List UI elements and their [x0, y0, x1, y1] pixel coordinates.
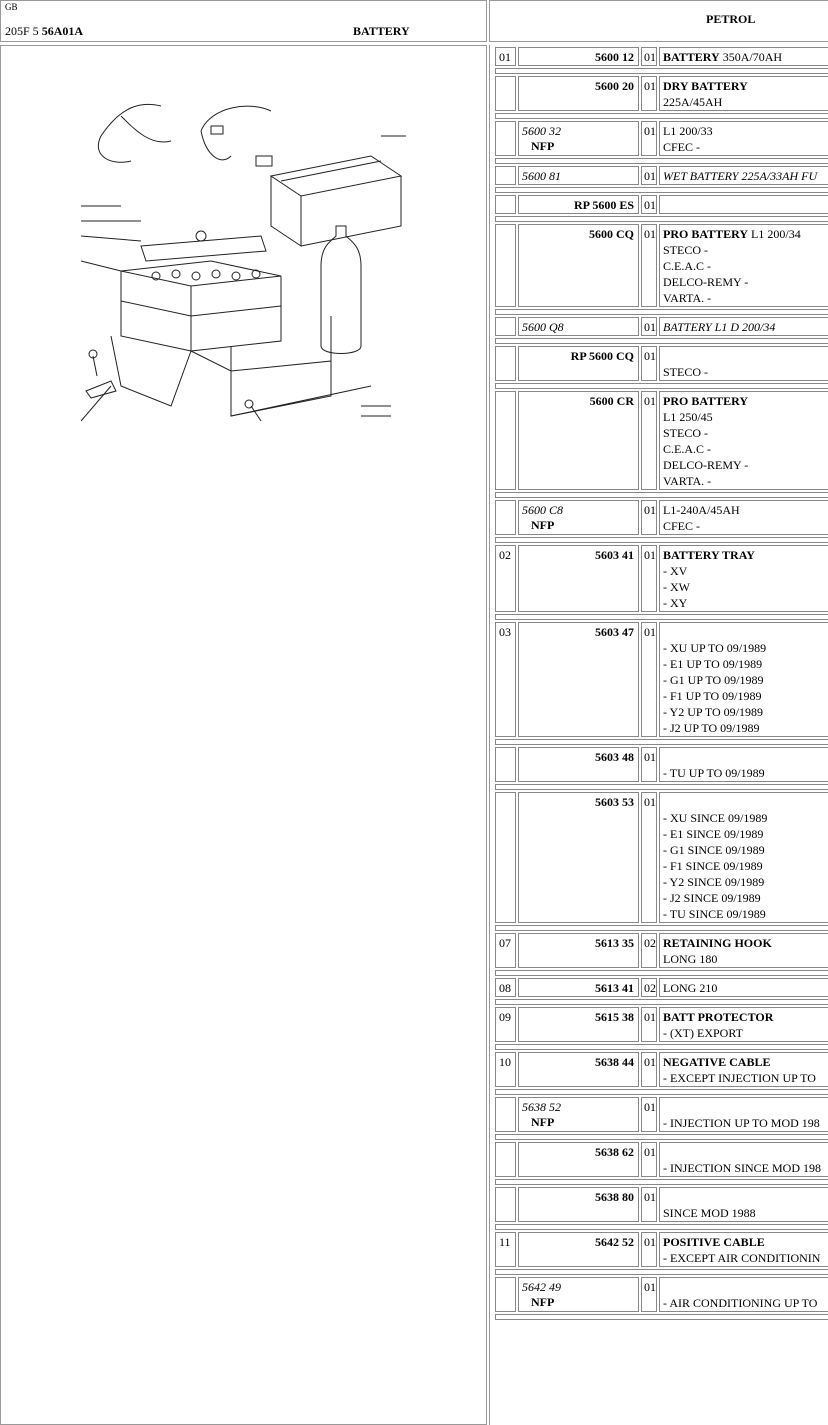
quantity: 01 [644, 1190, 656, 1204]
part-row [495, 1187, 828, 1230]
description-line: - TU UP TO 09/1989 [663, 766, 765, 780]
ref-cell [495, 1187, 516, 1222]
ref-number: 03 [499, 625, 511, 639]
header-left [0, 0, 487, 42]
description-line: WET BATTERY 225A/33AH FU [663, 169, 818, 183]
ref-cell [495, 224, 516, 307]
row-separator [495, 1314, 828, 1320]
description-line: - G1 UP TO 09/1989 [663, 673, 764, 687]
description-line [663, 78, 748, 94]
ref-cell [495, 166, 516, 185]
quantity: 01 [644, 79, 656, 93]
quantity-cell [641, 1052, 657, 1087]
description-cell [659, 792, 828, 923]
part-number: RP 5600 CQ [570, 349, 634, 363]
description-line: - INJECTION SINCE MOD 198 [663, 1161, 821, 1175]
description-line: VARTA. - [663, 474, 712, 488]
part-number-cell [518, 978, 639, 997]
part-number: 5600 CR [589, 394, 634, 408]
nfp-label: NFP [531, 1295, 555, 1309]
part-number-cell [518, 545, 639, 612]
ref-cell [495, 1007, 516, 1042]
ref-cell [495, 1097, 516, 1132]
ref-cell [495, 76, 516, 111]
quantity-cell [641, 317, 657, 336]
quantity: 01 [644, 1010, 656, 1024]
part-row [495, 1232, 828, 1275]
part-number: 5638 80 [595, 1190, 634, 1204]
parts-list [489, 45, 828, 1425]
row-separator [495, 383, 828, 389]
section-title: BATTERY [353, 24, 410, 38]
part-number: 5603 47 [595, 625, 634, 639]
part-row [495, 500, 828, 543]
quantity: 01 [644, 1280, 656, 1294]
part-row [495, 792, 828, 931]
quantity: 01 [644, 198, 656, 212]
ref-number: 02 [499, 548, 511, 562]
part-row [495, 622, 828, 745]
part-number-cell [518, 166, 639, 185]
description-line: - Y2 UP TO 09/1989 [663, 705, 764, 719]
row-separator [495, 1269, 828, 1275]
alt-part-number: 5600 81 [522, 169, 561, 183]
description-line: - E1 SINCE 09/1989 [663, 827, 764, 841]
quantity-cell [641, 1232, 657, 1267]
ref-cell [495, 47, 516, 66]
part-number-cell [518, 1007, 639, 1042]
row-separator [495, 1134, 828, 1140]
alt-part-number: 5600 C8 [522, 503, 564, 517]
description-cell [659, 1052, 828, 1087]
part-number: 5600 20 [595, 79, 634, 93]
quantity: 01 [644, 503, 656, 517]
quantity-cell [641, 391, 657, 490]
part-number-cell [518, 1142, 639, 1177]
quantity: 01 [644, 548, 656, 562]
part-number-cell [518, 792, 639, 923]
row-separator [495, 492, 828, 498]
description-line: LONG 180 [663, 952, 718, 966]
quantity: 01 [644, 625, 656, 639]
part-number-cell [518, 1277, 639, 1312]
row-separator [495, 537, 828, 543]
description-line: - EXCEPT AIR CONDITIONIN [663, 1251, 821, 1265]
description-line: LONG 210 [663, 981, 718, 995]
part-name: PRO BATTERY [663, 394, 749, 408]
quantity: 01 [644, 169, 656, 183]
ref-cell [495, 1277, 516, 1312]
part-number-cell [518, 121, 639, 156]
row-separator [495, 338, 828, 344]
row-separator [495, 1044, 828, 1050]
description-cell [659, 47, 828, 66]
quantity: 01 [644, 349, 656, 363]
description-line [663, 1054, 770, 1070]
description-line [663, 935, 772, 951]
part-number: RP 5600 ES [573, 198, 634, 212]
part-row [495, 195, 828, 222]
description-line: SINCE MOD 1988 [663, 1206, 756, 1220]
description-line: CFEC - [663, 140, 701, 154]
ref-cell [495, 195, 516, 214]
part-name: DRY BATTERY [663, 79, 748, 93]
description-line: - INJECTION UP TO MOD 198 [663, 1116, 820, 1130]
quantity-cell [641, 224, 657, 307]
description-line: - XU SINCE 09/1989 [663, 811, 768, 825]
ref-cell [495, 1142, 516, 1177]
diagram-panel [0, 45, 487, 1425]
ref-number: 09 [499, 1010, 511, 1024]
description-cell [659, 1232, 828, 1267]
quantity-cell [641, 1277, 657, 1312]
quantity: 01 [644, 795, 656, 809]
part-number-cell [518, 1232, 639, 1267]
description-line: - Y2 SINCE 09/1989 [663, 875, 765, 889]
part-number: 5613 35 [595, 936, 634, 950]
description-line: L1 200/33 [663, 124, 713, 138]
part-row [495, 1097, 828, 1140]
quantity-cell [641, 500, 657, 535]
quantity: 01 [644, 394, 656, 408]
part-name: POSITIVE CABLE [663, 1235, 765, 1249]
part-number-cell [518, 76, 639, 111]
row-separator [495, 1089, 828, 1095]
description-cell [659, 224, 828, 307]
quantity-cell [641, 1097, 657, 1132]
ref-cell [495, 622, 516, 737]
description-line: DELCO-REMY - [663, 275, 749, 289]
ref-cell [495, 391, 516, 490]
part-row [495, 76, 828, 119]
part-number-cell [518, 500, 639, 535]
plate-code-number: 56A01A [41, 24, 84, 38]
part-row [495, 933, 828, 976]
row-separator [495, 158, 828, 164]
row-separator [495, 1224, 828, 1230]
description-line: - XV [663, 564, 688, 578]
ref-number: 07 [499, 936, 511, 950]
description-line: - J2 SINCE 09/1989 [663, 891, 761, 905]
ref-number: 10 [499, 1055, 511, 1069]
alt-part-number: 5642 49 [522, 1280, 561, 1294]
row-separator [495, 187, 828, 193]
ref-cell [495, 317, 516, 336]
quantity: 01 [644, 50, 656, 64]
plate-code-prefix: 205F 5 [5, 24, 39, 38]
quantity: 01 [644, 1055, 656, 1069]
description-line: C.E.A.C - [663, 442, 711, 456]
ref-number: 08 [499, 981, 511, 995]
alt-part-number: 5600 Q8 [522, 320, 564, 334]
row-separator [495, 216, 828, 222]
description-line: VARTA. - [663, 291, 712, 305]
description-cell [659, 545, 828, 612]
part-number: 5615 38 [595, 1010, 634, 1024]
quantity-cell [641, 166, 657, 185]
description-line: STECO - [663, 365, 708, 379]
description-cell [659, 391, 828, 490]
quantity: 01 [644, 750, 656, 764]
part-name: BATTERY [663, 50, 720, 64]
part-row [495, 224, 828, 315]
part-row [495, 747, 828, 790]
description-line: - G1 SINCE 09/1989 [663, 843, 765, 857]
row-separator [495, 784, 828, 790]
description-line: L1 250/45 [663, 410, 713, 424]
description-cell [659, 121, 828, 156]
description-line [663, 1234, 765, 1250]
part-number-cell [518, 317, 639, 336]
part-number: 5638 44 [595, 1055, 634, 1069]
quantity-cell [641, 47, 657, 66]
quantity: 01 [644, 1100, 656, 1114]
part-row [495, 1142, 828, 1185]
ref-cell [495, 1052, 516, 1087]
part-number-cell [518, 1097, 639, 1132]
part-spec: L1 200/34 [751, 227, 801, 241]
part-row [495, 1277, 828, 1320]
description-cell [659, 1097, 828, 1132]
part-number: 5600 CQ [589, 227, 634, 241]
quantity-cell [641, 747, 657, 782]
part-number-cell [518, 747, 639, 782]
ref-cell [495, 500, 516, 535]
description-cell [659, 1277, 828, 1312]
ref-cell [495, 121, 516, 156]
description-line: DELCO-REMY - [663, 458, 749, 472]
ref-number: 11 [499, 1235, 511, 1249]
description-line: - F1 SINCE 09/1989 [663, 859, 763, 873]
row-separator [495, 614, 828, 620]
part-number: 5603 48 [595, 750, 634, 764]
row-separator [495, 970, 828, 976]
part-number-cell [518, 933, 639, 968]
description-line [663, 226, 801, 242]
ref-cell [495, 545, 516, 612]
part-number-cell [518, 346, 639, 381]
ref-cell [495, 1232, 516, 1267]
part-number-cell [518, 1187, 639, 1222]
part-row [495, 1007, 828, 1050]
ref-cell [495, 792, 516, 923]
alt-part-number: 5638 52 [522, 1100, 561, 1114]
part-row [495, 391, 828, 498]
description-line: - XW [663, 580, 690, 594]
row-separator [495, 925, 828, 931]
description-line: - TU SINCE 09/1989 [663, 907, 766, 921]
quantity-cell [641, 1187, 657, 1222]
quantity: 01 [644, 124, 656, 138]
description-line: - XY [663, 596, 688, 610]
part-number: 5613 41 [595, 981, 634, 995]
part-number: 5600 12 [595, 50, 634, 64]
quantity-cell [641, 545, 657, 612]
description-cell [659, 166, 828, 185]
description-cell [659, 317, 828, 336]
part-name: BATTERY TRAY [663, 548, 755, 562]
ref-cell [495, 747, 516, 782]
row-separator [495, 309, 828, 315]
part-spec: 350A/70AH [722, 50, 783, 64]
part-number-cell [518, 1052, 639, 1087]
description-cell [659, 500, 828, 535]
part-number: 5642 52 [595, 1235, 634, 1249]
description-cell [659, 76, 828, 111]
description-cell [659, 978, 828, 997]
quantity-cell [641, 76, 657, 111]
description-cell [659, 195, 828, 214]
quantity: 01 [644, 1145, 656, 1159]
description-line: L1-240A/45AH [663, 503, 740, 517]
description-line: C.E.A.C - [663, 259, 711, 273]
exploded-parts-diagram [81, 86, 411, 436]
part-number: 5603 53 [595, 795, 634, 809]
description-line [663, 49, 782, 65]
description-line: - J2 UP TO 09/1989 [663, 721, 760, 735]
ref-number: 01 [499, 50, 511, 64]
part-name: BATT PROTECTOR [663, 1010, 774, 1024]
part-name: NEGATIVE CABLE [663, 1055, 771, 1069]
part-row [495, 978, 828, 1005]
row-separator [495, 999, 828, 1005]
quantity-cell [641, 1007, 657, 1042]
part-row [495, 121, 828, 164]
part-row [495, 47, 828, 74]
part-row [495, 1052, 828, 1095]
alt-part-number: 5600 32 [522, 124, 561, 138]
description-line: - F1 UP TO 09/1989 [663, 689, 762, 703]
row-separator [495, 113, 828, 119]
part-name: RETAINING HOOK [663, 936, 772, 950]
quantity: 01 [644, 320, 656, 334]
nfp-label: NFP [531, 139, 555, 153]
ref-cell [495, 978, 516, 997]
quantity-cell [641, 195, 657, 214]
nfp-label: NFP [531, 1115, 555, 1129]
description-cell [659, 933, 828, 968]
quantity: 01 [644, 227, 656, 241]
description-cell [659, 747, 828, 782]
part-number: 5603 41 [595, 548, 634, 562]
description-line: - (XT) EXPORT [663, 1026, 743, 1040]
quantity: 02 [644, 981, 656, 995]
quantity-cell [641, 346, 657, 381]
quantity: 02 [644, 936, 656, 950]
description-line: 225A/45AH [663, 95, 723, 109]
description-cell [659, 622, 828, 737]
description-line [663, 547, 755, 563]
description-line [663, 1009, 773, 1025]
description-line: - E1 UP TO 09/1989 [663, 657, 763, 671]
row-separator [495, 1179, 828, 1185]
part-number: 5638 62 [595, 1145, 634, 1159]
description-cell [659, 1007, 828, 1042]
part-name: PRO BATTERY [663, 227, 749, 241]
quantity-cell [641, 933, 657, 968]
quantity-cell [641, 1142, 657, 1177]
description-line: CFEC - [663, 519, 701, 533]
description-cell [659, 346, 828, 381]
ref-cell [495, 933, 516, 968]
part-row [495, 166, 828, 193]
description-line: STECO - [663, 243, 708, 257]
quantity-cell [641, 792, 657, 923]
part-number-cell [518, 622, 639, 737]
quantity-cell [641, 622, 657, 737]
part-number-cell [518, 195, 639, 214]
row-separator [495, 68, 828, 74]
plate-code [5, 24, 83, 39]
part-number-cell [518, 224, 639, 307]
description-line: - AIR CONDITIONING UP TO [663, 1296, 818, 1310]
header-right [489, 0, 828, 42]
description-line: BATTERY L1 D 200/34 [663, 320, 776, 334]
description-line: STECO - [663, 426, 708, 440]
engine-type: PETROL [706, 12, 756, 26]
description-line: - EXCEPT INJECTION UP TO [663, 1071, 816, 1085]
description-line: - XU UP TO 09/1989 [663, 641, 767, 655]
part-row [495, 346, 828, 389]
description-cell [659, 1187, 828, 1222]
quantity-cell [641, 121, 657, 156]
description-line [663, 393, 748, 409]
row-separator [495, 739, 828, 745]
part-number-cell [518, 391, 639, 490]
nfp-label: NFP [531, 518, 555, 532]
description-cell [659, 1142, 828, 1177]
quantity-cell [641, 978, 657, 997]
part-number-cell [518, 47, 639, 66]
quantity: 01 [644, 1235, 656, 1249]
language-code: GB [5, 2, 18, 12]
part-row [495, 545, 828, 620]
ref-cell [495, 346, 516, 381]
part-row [495, 317, 828, 344]
